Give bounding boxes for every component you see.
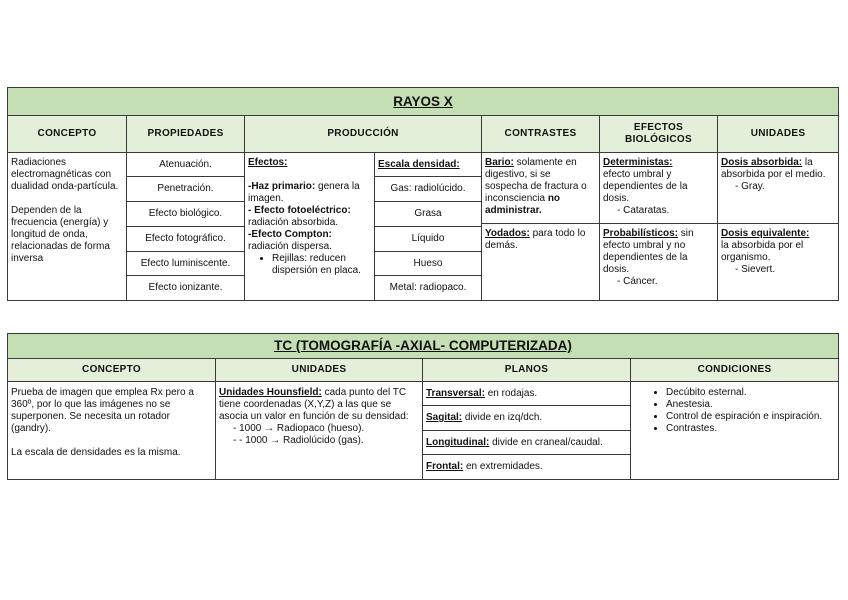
rayos-x-title: RAYOS X bbox=[8, 88, 839, 116]
propiedad-item: Penetración. bbox=[127, 177, 244, 202]
header-efectos-biologicos: EFECTOS BIOLÓGICOS bbox=[600, 116, 718, 153]
condicion-item: • Anestesia. bbox=[666, 399, 835, 411]
contrastes-cell bbox=[482, 153, 600, 301]
dosis-absorbida-item: - Gray. bbox=[749, 181, 835, 193]
condicion-item: • Control de espiración e inspiración. bbox=[666, 411, 835, 423]
tc-header-unidades: UNIDADES bbox=[216, 359, 423, 382]
escala-densidad-cell bbox=[375, 153, 482, 301]
probabilisticos-item: - Cáncer. bbox=[631, 276, 714, 288]
plano-text: en rodajas. bbox=[484, 388, 538, 399]
tc-header-concepto: CONCEPTO bbox=[8, 359, 216, 382]
tc-unidades-cell bbox=[216, 382, 423, 480]
bario-bold: no administrar. bbox=[485, 193, 561, 216]
tc-condiciones-cell bbox=[631, 382, 839, 480]
escala-item: Gas: radiolúcido. bbox=[375, 177, 481, 202]
deterministas-text: efecto umbral y dependientes de la dosis. bbox=[603, 169, 688, 204]
bario-text: solamente en digestivo, si se sospecha de fractura o inconsciencia bbox=[485, 157, 587, 204]
propiedad-item: Efecto ionizante. bbox=[148, 282, 223, 293]
efectos-title: Efectos: bbox=[248, 157, 288, 168]
propiedad-item: Efecto biológico. bbox=[127, 202, 244, 227]
tc-header-condiciones: CONDICIONES bbox=[631, 359, 839, 382]
dosis-equivalente-label: Dosis equivalente: bbox=[721, 228, 810, 239]
header-produccion: PRODUCCIÓN bbox=[245, 116, 482, 153]
bario-label: Bario: bbox=[485, 157, 514, 168]
efectos-biologicos-cell bbox=[600, 153, 718, 301]
concepto-text-1: Radiaciones electromagnéticas con dualidad onda-partícula. bbox=[11, 157, 119, 192]
yodados-label: Yodados: bbox=[485, 228, 530, 239]
fotoelectrico-label: - Efecto fotoeléctrico: bbox=[248, 205, 351, 216]
fotoelectrico-text: radiación absorbida. bbox=[248, 217, 339, 228]
propiedades-cell bbox=[127, 153, 245, 301]
plano-text: divide en craneal/caudal. bbox=[489, 437, 603, 448]
propiedad-item: Efecto fotográfico. bbox=[127, 227, 244, 252]
header-unidades: UNIDADES bbox=[718, 116, 839, 153]
haz-primario-label: -Haz primario: bbox=[248, 181, 316, 192]
probabilisticos-text: sin efecto umbral y no dependientes de la dosis. bbox=[603, 228, 694, 275]
concepto-cell bbox=[8, 153, 127, 301]
tc-header-planos: PLANOS bbox=[423, 359, 631, 382]
deterministas-label: Deterministas: bbox=[603, 157, 673, 168]
escala-item: Grasa bbox=[375, 202, 481, 227]
tc-concepto-text-2: La escala de densidades es la misma. bbox=[11, 447, 181, 458]
rejillas-item: • Rejillas: reducen dispersión en placa. bbox=[272, 253, 371, 277]
propiedad-item: Efecto luminiscente. bbox=[127, 252, 244, 276]
dosis-equivalente-text: la absorbida por el organismo. bbox=[721, 240, 804, 263]
tc-title: TC (TOMOGRAFÍA -AXIAL- COMPUTERIZADA) bbox=[8, 334, 839, 359]
unidades-cell bbox=[718, 153, 839, 301]
plano-label: Frontal: bbox=[426, 461, 464, 472]
header-concepto: CONCEPTO bbox=[8, 116, 127, 153]
hounsfield-text: cada punto del TC tiene coordenadas (X,Y,Z) a las que se asocia un valor en función de su densidad: bbox=[219, 387, 409, 422]
deterministas-item: - Cataratas. bbox=[631, 205, 714, 217]
header-contrastes: CONTRASTES bbox=[482, 116, 600, 153]
hounsfield-item: - 1000 → Radiopaco (hueso). bbox=[247, 423, 419, 435]
escala-item: Hueso bbox=[375, 252, 481, 276]
condicion-item: • Decúbito esternal. bbox=[666, 387, 835, 399]
rayos-x-table bbox=[7, 87, 839, 301]
dosis-equivalente-item: - Sievert. bbox=[749, 264, 835, 276]
compton-label: -Efecto Compton: bbox=[248, 229, 332, 240]
hounsfield-label: Unidades Hounsfield: bbox=[219, 387, 322, 398]
escala-item: Metal: radiopaco. bbox=[389, 282, 467, 293]
produccion-efectos-cell bbox=[245, 153, 375, 301]
header-propiedades: PROPIEDADES bbox=[127, 116, 245, 153]
compton-text: radiación dispersa. bbox=[248, 241, 332, 252]
concepto-text-2: Dependen de la frecuencia (energía) y longitud de onda, relacionadas de forma inversa bbox=[11, 205, 110, 264]
tc-concepto-text-1: Prueba de imagen que emplea Rx pero a 360º, por lo que las imágenes no se superponen. Se necesita un rotador (gandry). bbox=[11, 387, 194, 434]
probabilisticos-label: Probabilísticos: bbox=[603, 228, 679, 239]
tc-planos-cell bbox=[423, 382, 631, 480]
yodados-text: para todo lo demás. bbox=[485, 228, 586, 251]
escala-item: Líquido bbox=[375, 227, 481, 252]
tc-table bbox=[7, 333, 839, 480]
dosis-absorbida-text: la absorbida por el medio. bbox=[721, 157, 826, 180]
haz-primario-text: genera la imagen. bbox=[248, 181, 360, 204]
plano-label: Transversal: bbox=[426, 388, 485, 399]
plano-text: divide en izq/dch. bbox=[462, 412, 543, 423]
plano-label: Longitudinal: bbox=[426, 437, 490, 448]
plano-label: Sagital: bbox=[426, 412, 463, 423]
tc-concepto-cell bbox=[8, 382, 216, 480]
escala-densidad-title: Escala densidad: bbox=[375, 153, 481, 177]
condicion-item: • Contrastes. bbox=[666, 423, 835, 435]
plano-text: en extremidades. bbox=[463, 461, 543, 472]
hounsfield-item: - - 1000 → Radiolúcido (gas). bbox=[247, 435, 419, 447]
dosis-absorbida-label: Dosis absorbida: bbox=[721, 157, 803, 168]
propiedad-item: Atenuación. bbox=[127, 153, 244, 177]
